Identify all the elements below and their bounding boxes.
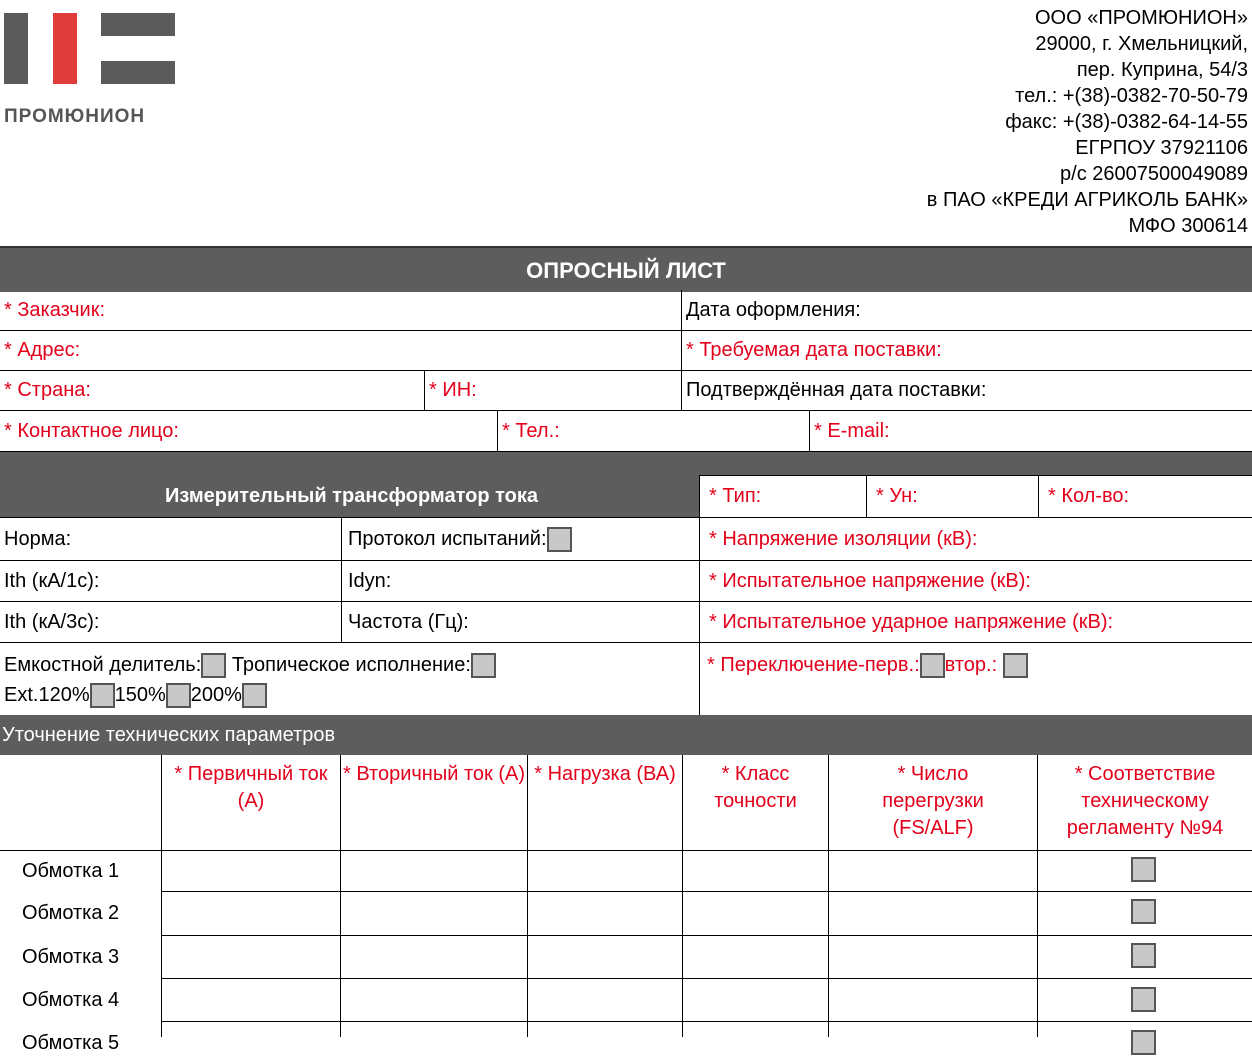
idyn-field[interactable]: Idyn: <box>341 561 699 601</box>
col-accuracy-class: * Класс точности <box>682 755 828 850</box>
ith3-row <box>0 602 1252 642</box>
company-line: факс: +(38)-0382-64-14-55 <box>1005 111 1248 133</box>
capacitive-divider-checkbox[interactable] <box>201 653 226 678</box>
ext150-checkbox[interactable] <box>166 683 191 708</box>
form-title: ОПРОСНЫЙ ЛИСТ <box>526 258 726 283</box>
address-field[interactable]: * Адрес: <box>4 339 81 361</box>
tropical-checkbox[interactable] <box>471 653 496 678</box>
switching-primary-checkbox[interactable] <box>920 653 945 678</box>
switching-secondary-label: втор.: <box>944 654 998 676</box>
params-header: Уточнение технических параметров <box>2 724 336 746</box>
phone-field[interactable]: * Тел.: <box>497 411 809 451</box>
company-line: в ПАО «КРЕДИ АГРИКОЛЬ БАНК» <box>926 189 1248 211</box>
email-field[interactable]: * E-mail: <box>809 411 1252 451</box>
section-spacer <box>0 451 1252 476</box>
customer-row <box>0 290 1252 330</box>
un-field[interactable]: * Ун: <box>866 475 1038 517</box>
col-load: * Нагрузка (ВА) <box>527 755 682 850</box>
ext200-label: 200% <box>190 684 242 706</box>
ith1-field[interactable]: Ith (кА/1с): <box>4 569 100 592</box>
qty-field[interactable]: * Кол-во: <box>1038 475 1252 517</box>
customer-field[interactable]: * Заказчик: <box>4 298 106 321</box>
country-field[interactable]: * Страна: <box>4 379 91 401</box>
impulse-voltage-field[interactable]: * Испытательное ударное напряжение (кВ): <box>699 602 1252 642</box>
switching-cell <box>699 643 1252 715</box>
winding-row-label: Обмотка 3 <box>22 945 120 968</box>
date-issued-field[interactable]: Дата оформления: <box>681 290 1252 330</box>
ext120-checkbox[interactable] <box>90 683 115 708</box>
logo-text: ПРОМЮНИОН <box>4 106 146 127</box>
confirmed-date-field[interactable]: Подтверждённая дата поставки: <box>681 371 1252 410</box>
tropical-label: Тропическое исполнение: <box>231 654 471 676</box>
company-line: ООО «ПРОМЮНИОН» <box>1035 7 1248 29</box>
col-overload: * Число перегрузки (FS/ALF) <box>828 755 1037 850</box>
contact-row <box>0 411 1252 451</box>
winding-row-label: Обмотка 5 <box>22 1031 120 1054</box>
col-regulation: * Соответствие техническому регламенту №94 <box>1037 755 1252 850</box>
winding-5-regulation-checkbox[interactable] <box>1131 1030 1156 1055</box>
contact-field[interactable]: * Контактное лицо: <box>4 419 179 442</box>
ext200-checkbox[interactable] <box>242 683 267 708</box>
switching-secondary-checkbox[interactable] <box>1003 653 1028 678</box>
params-header-band <box>0 715 1252 755</box>
form-title-band <box>0 246 1252 292</box>
winding-row-label: Обмотка 2 <box>22 902 120 924</box>
switching-primary-label: * Переключение-перв.: <box>707 654 920 676</box>
norm-field[interactable]: Норма: <box>4 527 72 550</box>
company-logo <box>0 0 200 140</box>
protocol-label: Протокол испытаний: <box>348 527 547 550</box>
transformer-header-row <box>0 475 1252 517</box>
company-line: 29000, г. Хмельницкий, <box>1035 33 1248 55</box>
test-voltage-field[interactable]: * Испытательное напряжение (кВ): <box>699 561 1252 601</box>
type-field[interactable]: * Тип: <box>699 475 866 517</box>
winding-row-label: Обмотка 1 <box>22 859 120 882</box>
winding-4-regulation-checkbox[interactable] <box>1131 987 1156 1012</box>
transformer-header: Измерительный трансформатор тока <box>0 475 699 517</box>
capacitive-divider-label: Емкостной делитель: <box>4 654 202 676</box>
col-primary-current: * Первичный ток (А) <box>161 755 340 850</box>
ext150-label: 150% <box>114 684 166 706</box>
ith3-field[interactable]: Ith (кА/3с): <box>4 610 100 633</box>
company-line: р/с 26007500049089 <box>1060 163 1248 185</box>
company-line: МФО 300614 <box>1128 215 1248 237</box>
options-row <box>0 643 1252 715</box>
company-details <box>927 5 1248 239</box>
protocol-cell <box>341 518 699 560</box>
company-line: тел.: +(38)-0382-70-50-79 <box>1015 85 1248 107</box>
ith1-row <box>0 561 1252 601</box>
company-line: пер. Куприна, 54/3 <box>1076 59 1248 81</box>
col-secondary-current: * Вторичный ток (А) <box>340 755 527 850</box>
winding-row-label: Обмотка 4 <box>22 988 120 1011</box>
required-date-field[interactable]: * Требуемая дата поставки: <box>681 331 1252 370</box>
winding-2-regulation-checkbox[interactable] <box>1131 899 1156 924</box>
company-line: ЕГРПОУ 37921106 <box>1075 137 1248 159</box>
params-table-body <box>0 850 1252 1037</box>
protocol-checkbox[interactable] <box>547 527 572 552</box>
inn-field[interactable]: * ИН: <box>424 371 681 410</box>
address-row <box>0 331 1252 370</box>
norm-row <box>0 518 1252 560</box>
winding-3-regulation-checkbox[interactable] <box>1131 943 1156 968</box>
params-column-headers <box>0 755 1252 850</box>
frequency-field[interactable]: Частота (Гц): <box>341 602 699 642</box>
winding-1-regulation-checkbox[interactable] <box>1131 857 1156 882</box>
options-cell <box>0 643 699 715</box>
insulation-voltage-field[interactable]: * Напряжение изоляции (кВ): <box>699 518 1252 560</box>
country-row <box>0 371 1252 410</box>
ext120-label: Ext.120% <box>4 684 90 706</box>
